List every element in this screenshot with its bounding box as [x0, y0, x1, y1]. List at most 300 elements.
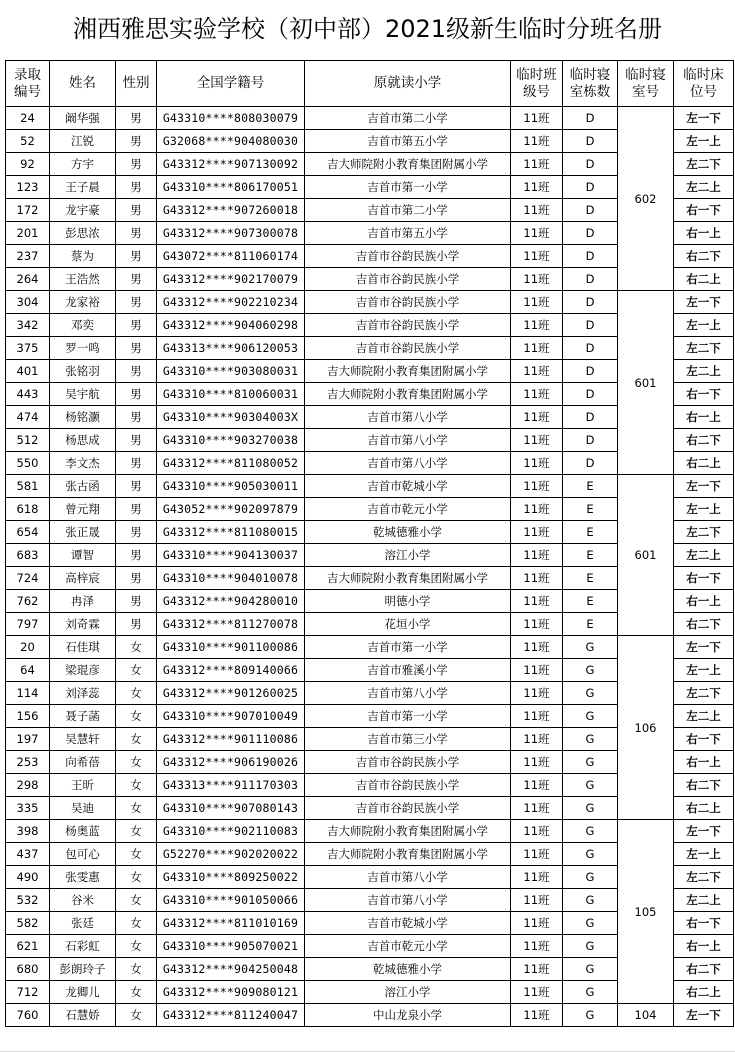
- class-cell: 11班: [511, 751, 563, 774]
- admission-no-cell: 114: [6, 682, 50, 705]
- bed-cell: 右二下: [674, 245, 734, 268]
- student-name-cell: 刘奇霖: [50, 613, 116, 636]
- dorm-building-cell: D: [563, 383, 618, 406]
- primary-school-cell: 吉首市第二小学: [305, 199, 511, 222]
- gender-cell: 男: [116, 544, 157, 567]
- bed-cell: 右一下: [674, 728, 734, 751]
- class-cell: 11班: [511, 176, 563, 199]
- gender-cell: 男: [116, 337, 157, 360]
- class-cell: 11班: [511, 222, 563, 245]
- gender-cell: 女: [116, 935, 157, 958]
- student-id-cell: G43310****901100086: [157, 636, 305, 659]
- class-cell: 11班: [511, 843, 563, 866]
- primary-school-cell: 花垣小学: [305, 613, 511, 636]
- primary-school-cell: 吉首市谷韵民族小学: [305, 291, 511, 314]
- admission-no-cell: 401: [6, 360, 50, 383]
- primary-school-cell: 吉首市谷韵民族小学: [305, 797, 511, 820]
- bed-cell: 左二下: [674, 521, 734, 544]
- dorm-room-cell: 106: [618, 636, 674, 820]
- bed-cell: 右二上: [674, 797, 734, 820]
- dorm-building-cell: G: [563, 1004, 618, 1027]
- student-name-cell: 谷米: [50, 889, 116, 912]
- bed-cell: 右二上: [674, 268, 734, 291]
- bed-cell: 左二下: [674, 337, 734, 360]
- student-id-cell: G43310****904130037: [157, 544, 305, 567]
- gender-cell: 男: [116, 475, 157, 498]
- dorm-building-cell: D: [563, 130, 618, 153]
- class-cell: 11班: [511, 199, 563, 222]
- dorm-building-cell: G: [563, 705, 618, 728]
- student-name-cell: 王浩然: [50, 268, 116, 291]
- header-row: [6, 61, 734, 107]
- dorm-building-cell: E: [563, 498, 618, 521]
- student-name-cell: 罗一鸣: [50, 337, 116, 360]
- primary-school-cell: 吉首市谷韵民族小学: [305, 751, 511, 774]
- header-bed: 临时床 位号: [674, 61, 734, 107]
- gender-cell: 女: [116, 958, 157, 981]
- header-name: 姓名: [50, 61, 116, 107]
- gender-cell: 男: [116, 199, 157, 222]
- gender-cell: 男: [116, 452, 157, 475]
- dorm-building-cell: G: [563, 774, 618, 797]
- class-cell: 11班: [511, 1004, 563, 1027]
- admission-no-cell: 264: [6, 268, 50, 291]
- header-primary-school: 原就读小学: [305, 61, 511, 107]
- admission-no-cell: 532: [6, 889, 50, 912]
- student-name-cell: 张古函: [50, 475, 116, 498]
- student-name-cell: 冉泽: [50, 590, 116, 613]
- primary-school-cell: 吉首市谷韵民族小学: [305, 268, 511, 291]
- dorm-room-cell: 601: [618, 475, 674, 636]
- primary-school-cell: 吉首市第八小学: [305, 866, 511, 889]
- gender-cell: 男: [116, 222, 157, 245]
- bed-cell: 左一上: [674, 130, 734, 153]
- header-student-id: 全国学籍号: [157, 61, 305, 107]
- primary-school-cell: 溶江小学: [305, 544, 511, 567]
- primary-school-cell: 吉首市乾元小学: [305, 935, 511, 958]
- primary-school-cell: 吉首市第八小学: [305, 889, 511, 912]
- student-name-cell: 石慧娇: [50, 1004, 116, 1027]
- student-name-cell: 张正晟: [50, 521, 116, 544]
- admission-no-cell: 712: [6, 981, 50, 1004]
- gender-cell: 女: [116, 774, 157, 797]
- student-name-cell: 李文杰: [50, 452, 116, 475]
- student-id-cell: G43312****902170079: [157, 268, 305, 291]
- primary-school-cell: 吉首市乾城小学: [305, 475, 511, 498]
- primary-school-cell: 吉大师院附小教育集团附属小学: [305, 153, 511, 176]
- student-name-cell: 龙家裕: [50, 291, 116, 314]
- student-name-cell: 彭朗玲子: [50, 958, 116, 981]
- bed-cell: 左一下: [674, 291, 734, 314]
- class-cell: 11班: [511, 774, 563, 797]
- primary-school-cell: 吉大师院附小教育集团附属小学: [305, 360, 511, 383]
- gender-cell: 男: [116, 383, 157, 406]
- student-id-cell: G43312****907260018: [157, 199, 305, 222]
- student-name-cell: 张廷: [50, 912, 116, 935]
- dorm-building-cell: G: [563, 751, 618, 774]
- student-name-cell: 高梓宸: [50, 567, 116, 590]
- dorm-building-cell: D: [563, 268, 618, 291]
- student-name-cell: 吴迪: [50, 797, 116, 820]
- gender-cell: 女: [116, 728, 157, 751]
- gender-cell: 女: [116, 705, 157, 728]
- class-cell: 11班: [511, 590, 563, 613]
- class-cell: 11班: [511, 636, 563, 659]
- student-id-cell: G43313****906120053: [157, 337, 305, 360]
- class-cell: 11班: [511, 130, 563, 153]
- admission-no-cell: 156: [6, 705, 50, 728]
- primary-school-cell: 乾城德雅小学: [305, 521, 511, 544]
- primary-school-cell: 吉大师院附小教育集团附属小学: [305, 567, 511, 590]
- bed-cell: 右二下: [674, 613, 734, 636]
- student-id-cell: G43313****911170303: [157, 774, 305, 797]
- header-admission-no: 录取 编号: [6, 61, 50, 107]
- admission-no-cell: 375: [6, 337, 50, 360]
- admission-no-cell: 253: [6, 751, 50, 774]
- dorm-building-cell: E: [563, 475, 618, 498]
- student-name-cell: 石彩虹: [50, 935, 116, 958]
- gender-cell: 女: [116, 636, 157, 659]
- class-cell: 11班: [511, 912, 563, 935]
- student-name-cell: 梁琨彦: [50, 659, 116, 682]
- bed-cell: 左一上: [674, 314, 734, 337]
- class-cell: 11班: [511, 544, 563, 567]
- gender-cell: 男: [116, 429, 157, 452]
- dorm-building-cell: D: [563, 429, 618, 452]
- bed-cell: 左一下: [674, 636, 734, 659]
- primary-school-cell: 吉首市第五小学: [305, 222, 511, 245]
- student-id-cell: G43310****904010078: [157, 567, 305, 590]
- bed-cell: 左一下: [674, 107, 734, 130]
- bed-cell: 右二上: [674, 981, 734, 1004]
- admission-no-cell: 443: [6, 383, 50, 406]
- class-cell: 11班: [511, 958, 563, 981]
- dorm-building-cell: D: [563, 199, 618, 222]
- primary-school-cell: 吉大师院附小教育集团附属小学: [305, 843, 511, 866]
- dorm-room-cell: 104: [618, 1004, 674, 1027]
- dorm-building-cell: E: [563, 613, 618, 636]
- dorm-building-cell: G: [563, 843, 618, 866]
- student-id-cell: G43312****904060298: [157, 314, 305, 337]
- class-cell: 11班: [511, 728, 563, 751]
- bed-cell: 左二上: [674, 176, 734, 199]
- dorm-building-cell: G: [563, 935, 618, 958]
- gender-cell: 男: [116, 314, 157, 337]
- student-name-cell: 邓奕: [50, 314, 116, 337]
- gender-cell: 女: [116, 981, 157, 1004]
- student-id-cell: G43310****905070021: [157, 935, 305, 958]
- bed-cell: 左一上: [674, 659, 734, 682]
- bed-cell: 左二上: [674, 360, 734, 383]
- student-id-cell: G43310****808030079: [157, 107, 305, 130]
- admission-no-cell: 24: [6, 107, 50, 130]
- class-cell: 11班: [511, 406, 563, 429]
- gender-cell: 男: [116, 360, 157, 383]
- student-id-cell: G43312****901110086: [157, 728, 305, 751]
- student-id-cell: G43310****810060031: [157, 383, 305, 406]
- bed-cell: 左一上: [674, 843, 734, 866]
- gender-cell: 男: [116, 153, 157, 176]
- student-id-cell: G43310****90304003X: [157, 406, 305, 429]
- dorm-building-cell: D: [563, 452, 618, 475]
- bed-cell: 右一下: [674, 199, 734, 222]
- student-name-cell: 曾元翔: [50, 498, 116, 521]
- header-dorm-room: 临时寝 室号: [618, 61, 674, 107]
- admission-no-cell: 550: [6, 452, 50, 475]
- student-id-cell: G43312****909080121: [157, 981, 305, 1004]
- student-name-cell: 聂子菡: [50, 705, 116, 728]
- admission-no-cell: 724: [6, 567, 50, 590]
- gender-cell: 男: [116, 291, 157, 314]
- class-cell: 11班: [511, 797, 563, 820]
- student-name-cell: 彭思浓: [50, 222, 116, 245]
- dorm-building-cell: D: [563, 153, 618, 176]
- student-id-cell: G43312****907130092: [157, 153, 305, 176]
- dorm-building-cell: G: [563, 728, 618, 751]
- dorm-building-cell: E: [563, 590, 618, 613]
- bed-cell: 右一下: [674, 567, 734, 590]
- student-id-cell: G43052****902097879: [157, 498, 305, 521]
- class-cell: 11班: [511, 682, 563, 705]
- primary-school-cell: 吉首市第八小学: [305, 406, 511, 429]
- table-row: [6, 636, 734, 659]
- primary-school-cell: 吉首市乾城小学: [305, 912, 511, 935]
- dorm-building-cell: E: [563, 544, 618, 567]
- dorm-building-cell: E: [563, 567, 618, 590]
- admission-no-cell: 398: [6, 820, 50, 843]
- primary-school-cell: 吉首市第八小学: [305, 682, 511, 705]
- admission-no-cell: 474: [6, 406, 50, 429]
- gender-cell: 男: [116, 130, 157, 153]
- dorm-building-cell: G: [563, 797, 618, 820]
- dorm-building-cell: G: [563, 958, 618, 981]
- admission-no-cell: 201: [6, 222, 50, 245]
- class-cell: 11班: [511, 820, 563, 843]
- header-dorm-building: 临时寝 室栋数: [563, 61, 618, 107]
- student-id-cell: G43072****811060174: [157, 245, 305, 268]
- primary-school-cell: 吉首市雅溪小学: [305, 659, 511, 682]
- student-id-cell: G43310****907080143: [157, 797, 305, 820]
- gender-cell: 男: [116, 107, 157, 130]
- class-cell: 11班: [511, 498, 563, 521]
- bed-cell: 右一上: [674, 222, 734, 245]
- class-cell: 11班: [511, 866, 563, 889]
- primary-school-cell: 吉首市第八小学: [305, 452, 511, 475]
- student-name-cell: 龙宇豪: [50, 199, 116, 222]
- primary-school-cell: 吉首市谷韵民族小学: [305, 337, 511, 360]
- student-id-cell: G43310****905030011: [157, 475, 305, 498]
- class-cell: 11班: [511, 521, 563, 544]
- bed-cell: 右二上: [674, 452, 734, 475]
- admission-no-cell: 64: [6, 659, 50, 682]
- bed-cell: 左二下: [674, 153, 734, 176]
- gender-cell: 男: [116, 590, 157, 613]
- student-id-cell: G43312****811240047: [157, 1004, 305, 1027]
- class-cell: 11班: [511, 360, 563, 383]
- primary-school-cell: 吉首市谷韵民族小学: [305, 245, 511, 268]
- primary-school-cell: 中山龙泉小学: [305, 1004, 511, 1027]
- student-name-cell: 吴宇航: [50, 383, 116, 406]
- student-id-cell: G43312****901260025: [157, 682, 305, 705]
- student-id-cell: G43310****901050066: [157, 889, 305, 912]
- dorm-building-cell: D: [563, 176, 618, 199]
- bed-cell: 右一上: [674, 590, 734, 613]
- dorm-building-cell: D: [563, 406, 618, 429]
- bed-cell: 左二上: [674, 544, 734, 567]
- admission-no-cell: 762: [6, 590, 50, 613]
- table-row: [6, 1004, 734, 1027]
- gender-cell: 女: [116, 659, 157, 682]
- roster-table: [5, 60, 734, 1027]
- student-id-cell: G43310****806170051: [157, 176, 305, 199]
- student-id-cell: G43312****904280010: [157, 590, 305, 613]
- dorm-building-cell: G: [563, 820, 618, 843]
- roster-body: [6, 107, 734, 1027]
- class-cell: 11班: [511, 107, 563, 130]
- student-id-cell: G43312****904250048: [157, 958, 305, 981]
- bed-cell: 右二下: [674, 774, 734, 797]
- gender-cell: 女: [116, 889, 157, 912]
- bed-cell: 右一上: [674, 406, 734, 429]
- bed-cell: 左一下: [674, 1004, 734, 1027]
- gender-cell: 男: [116, 245, 157, 268]
- admission-no-cell: 335: [6, 797, 50, 820]
- student-id-cell: G43312****811010169: [157, 912, 305, 935]
- dorm-building-cell: G: [563, 659, 618, 682]
- student-id-cell: G43310****902110083: [157, 820, 305, 843]
- student-name-cell: 谭智: [50, 544, 116, 567]
- gender-cell: 女: [116, 912, 157, 935]
- dorm-building-cell: G: [563, 981, 618, 1004]
- gender-cell: 男: [116, 268, 157, 291]
- dorm-building-cell: G: [563, 866, 618, 889]
- dorm-building-cell: G: [563, 636, 618, 659]
- student-name-cell: 张铭羽: [50, 360, 116, 383]
- primary-school-cell: 吉首市乾元小学: [305, 498, 511, 521]
- class-cell: 11班: [511, 659, 563, 682]
- class-cell: 11班: [511, 383, 563, 406]
- student-id-cell: G43312****906190026: [157, 751, 305, 774]
- admission-no-cell: 618: [6, 498, 50, 521]
- student-id-cell: G43310****903270038: [157, 429, 305, 452]
- student-id-cell: G43312****907300078: [157, 222, 305, 245]
- student-id-cell: G43312****811080052: [157, 452, 305, 475]
- gender-cell: 女: [116, 682, 157, 705]
- class-cell: 11班: [511, 268, 563, 291]
- admission-no-cell: 172: [6, 199, 50, 222]
- primary-school-cell: 吉大师院附小教育集团附属小学: [305, 820, 511, 843]
- admission-no-cell: 797: [6, 613, 50, 636]
- dorm-building-cell: D: [563, 291, 618, 314]
- student-name-cell: 向希蓓: [50, 751, 116, 774]
- admission-no-cell: 581: [6, 475, 50, 498]
- dorm-building-cell: D: [563, 222, 618, 245]
- primary-school-cell: 吉首市第八小学: [305, 429, 511, 452]
- dorm-room-cell: 105: [618, 820, 674, 1004]
- student-name-cell: 吴慧轩: [50, 728, 116, 751]
- student-name-cell: 阚华强: [50, 107, 116, 130]
- student-id-cell: G52270****902020022: [157, 843, 305, 866]
- gender-cell: 女: [116, 820, 157, 843]
- bed-cell: 右一下: [674, 912, 734, 935]
- admission-no-cell: 20: [6, 636, 50, 659]
- bed-cell: 左二上: [674, 705, 734, 728]
- primary-school-cell: 乾城德雅小学: [305, 958, 511, 981]
- bed-cell: 左二下: [674, 866, 734, 889]
- gender-cell: 男: [116, 521, 157, 544]
- header-class: 临时班 级号: [511, 61, 563, 107]
- admission-no-cell: 512: [6, 429, 50, 452]
- dorm-building-cell: G: [563, 889, 618, 912]
- student-name-cell: 蔡为: [50, 245, 116, 268]
- gender-cell: 男: [116, 176, 157, 199]
- student-name-cell: 龙卿儿: [50, 981, 116, 1004]
- bed-cell: 右一上: [674, 935, 734, 958]
- student-id-cell: G32068****904080030: [157, 130, 305, 153]
- class-cell: 11班: [511, 613, 563, 636]
- header-gender: 性别: [116, 61, 157, 107]
- class-cell: 11班: [511, 889, 563, 912]
- gender-cell: 男: [116, 567, 157, 590]
- primary-school-cell: 吉首市第一小学: [305, 636, 511, 659]
- class-cell: 11班: [511, 705, 563, 728]
- gender-cell: 女: [116, 797, 157, 820]
- bed-cell: 左一下: [674, 820, 734, 843]
- bed-cell: 右二下: [674, 958, 734, 981]
- class-cell: 11班: [511, 452, 563, 475]
- primary-school-cell: 吉首市谷韵民族小学: [305, 774, 511, 797]
- gender-cell: 男: [116, 498, 157, 521]
- table-row: [6, 107, 734, 130]
- dorm-room-cell: 601: [618, 291, 674, 475]
- dorm-building-cell: D: [563, 337, 618, 360]
- primary-school-cell: 吉首市第三小学: [305, 728, 511, 751]
- student-name-cell: 张雯惠: [50, 866, 116, 889]
- admission-no-cell: 760: [6, 1004, 50, 1027]
- bed-cell: 右二下: [674, 429, 734, 452]
- class-cell: 11班: [511, 153, 563, 176]
- bed-cell: 左二下: [674, 682, 734, 705]
- class-cell: 11班: [511, 935, 563, 958]
- bed-cell: 左一下: [674, 475, 734, 498]
- table-row: [6, 475, 734, 498]
- student-name-cell: 石佳琪: [50, 636, 116, 659]
- admission-no-cell: 490: [6, 866, 50, 889]
- gender-cell: 女: [116, 866, 157, 889]
- student-id-cell: G43310****809250022: [157, 866, 305, 889]
- admission-no-cell: 582: [6, 912, 50, 935]
- primary-school-cell: 吉首市第一小学: [305, 705, 511, 728]
- sheet-gridline: [0, 1028, 735, 1052]
- student-name-cell: 刘泽蕊: [50, 682, 116, 705]
- student-name-cell: 杨奥蓝: [50, 820, 116, 843]
- primary-school-cell: 溶江小学: [305, 981, 511, 1004]
- admission-no-cell: 237: [6, 245, 50, 268]
- admission-no-cell: 52: [6, 130, 50, 153]
- gender-cell: 女: [116, 751, 157, 774]
- class-cell: 11班: [511, 475, 563, 498]
- dorm-building-cell: D: [563, 360, 618, 383]
- student-id-cell: G43312****809140066: [157, 659, 305, 682]
- table-row: [6, 291, 734, 314]
- bed-cell: 右一上: [674, 751, 734, 774]
- class-cell: 11班: [511, 245, 563, 268]
- student-name-cell: 王子晨: [50, 176, 116, 199]
- class-cell: 11班: [511, 314, 563, 337]
- admission-no-cell: 197: [6, 728, 50, 751]
- admission-no-cell: 123: [6, 176, 50, 199]
- class-cell: 11班: [511, 429, 563, 452]
